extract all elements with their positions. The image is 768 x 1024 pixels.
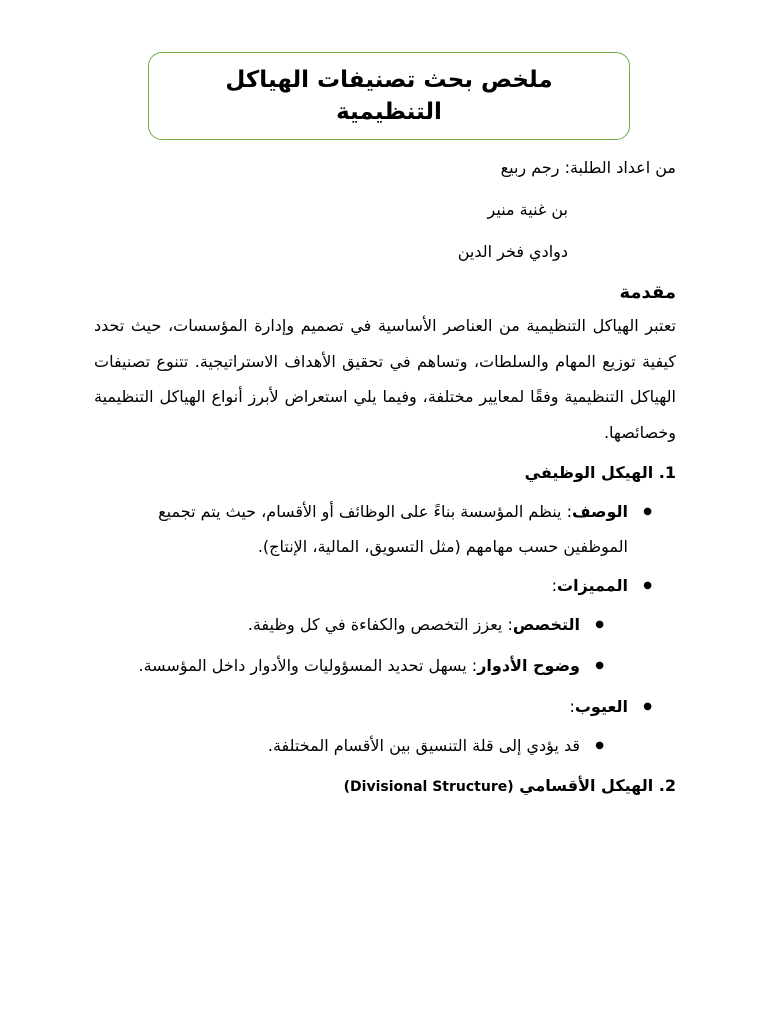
author-line-1: من اعداد الطلبة: رجم ربيع: [500, 158, 676, 177]
title-box: [148, 52, 630, 140]
intro-paragraph: تعتبر الهياكل التنظيمية من العناصر الأساسية في تصميم وإدارة المؤسسات، حيث تحدد كيفية توزيع المهام والسلطات، وتساهم في تحقيق الأهداف الاستراتيجية. تتنوع تصنيفات الهياكل التنظيمية وفقًا لمعايير مختلفة، وفيما يلي استعراض لأبرز أنواع الهياكل التنظيمية وخصائصها.: [94, 316, 676, 442]
section2-heading-english: (Divisional Structure): [343, 779, 514, 795]
list-item-advantages: [94, 568, 676, 603]
list-item-disadvantage-1: [94, 728, 676, 763]
section1-heading: 1. الهيكل الوظيفي: [524, 463, 676, 482]
list-item-advantage-1: [94, 607, 676, 642]
section2-heading: [94, 769, 676, 804]
advantages-label: المميزات: [557, 576, 628, 595]
bullet-icon: ●: [643, 506, 652, 517]
list-item-description: [94, 494, 676, 564]
description-label: الوصف: [571, 502, 628, 521]
advantage-1-label: التخصص: [512, 615, 580, 634]
document-title: ملخص بحث تصنيفات الهياكل التنظيمية: [225, 67, 553, 125]
disadvantages-label: العيوب: [574, 697, 628, 716]
description-text: : ينظم المؤسسة بناءً على الوظائف أو الأقسام، حيث يتم تجميع الموظفين حسب مهامهم (مثل التسويق، المالية، الإنتاج).: [158, 502, 628, 556]
advantage-2-label: وضوح الأدوار: [477, 656, 580, 675]
document-body: [94, 150, 676, 808]
advantage-1-text: : يعزز التخصص والكفاءة في كل وظيفة.: [247, 615, 513, 634]
disadvantages-suffix: :: [569, 697, 575, 716]
list-item-disadvantages: [94, 689, 676, 724]
advantages-suffix: :: [551, 576, 557, 595]
disadvantage-1-text: قد يؤدي إلى قلة التنسيق بين الأقسام المختلفة.: [267, 736, 580, 755]
bullet-icon: ●: [643, 701, 652, 712]
intro-heading: مقدمة: [619, 282, 676, 303]
bullet-icon: ●: [595, 619, 604, 630]
author-line-3: دوادي فخر الدين: [457, 242, 568, 261]
section2-heading-arabic: 2. الهيكل الأقسامي: [519, 776, 676, 795]
bullet-icon: ●: [595, 740, 604, 751]
list-item-advantage-2: [94, 648, 676, 683]
bullet-icon: ●: [595, 660, 604, 671]
author-line-2: بن غنية منير: [487, 200, 568, 219]
section1-list: [94, 494, 676, 763]
advantage-2-text: : يسهل تحديد المسؤوليات والأدوار داخل المؤسسة.: [138, 656, 478, 675]
bullet-icon: ●: [643, 580, 652, 591]
